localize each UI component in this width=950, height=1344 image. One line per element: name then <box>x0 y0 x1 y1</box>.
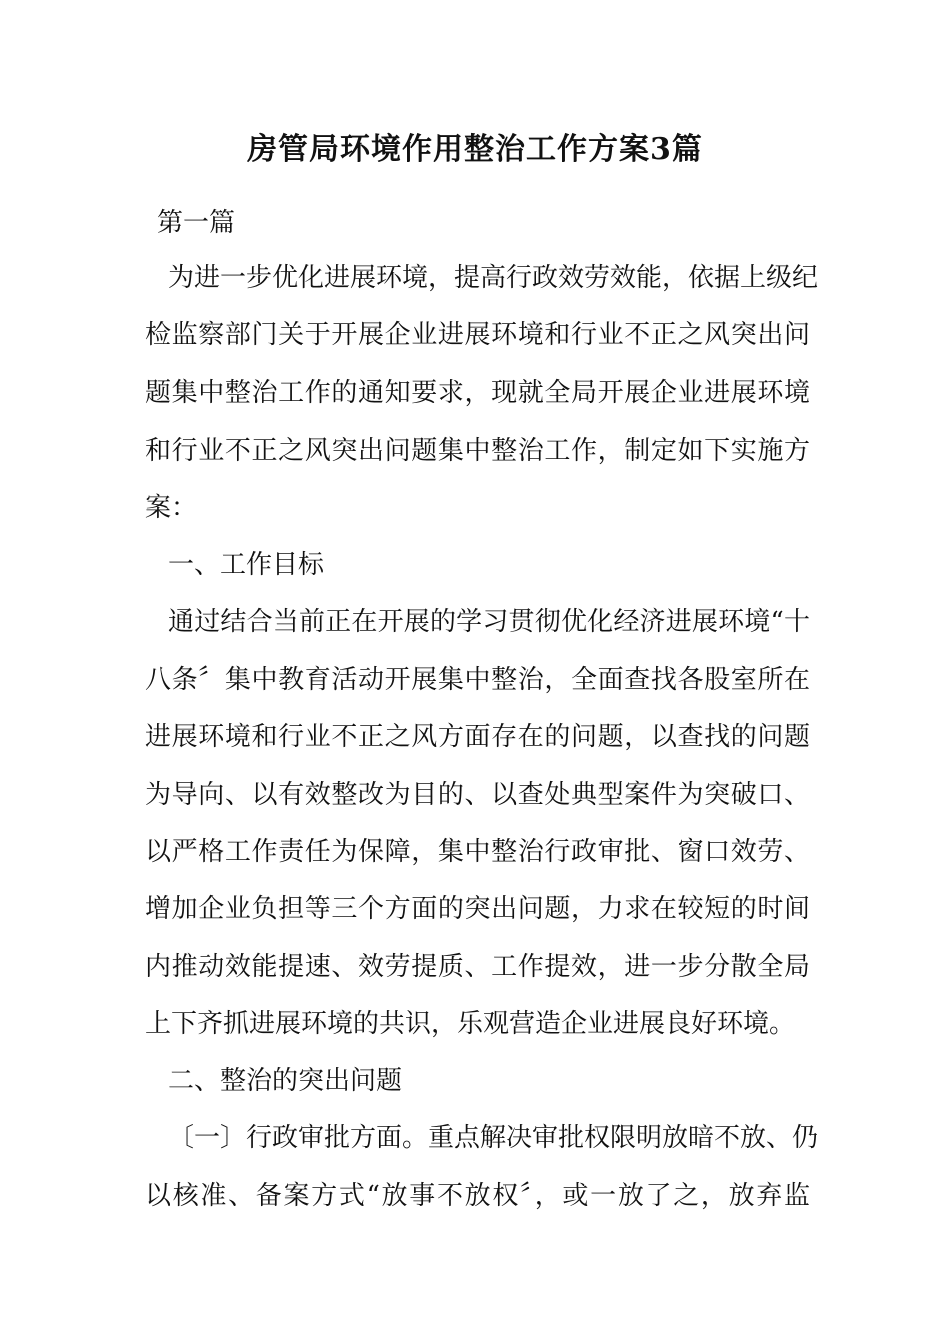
paragraph-line: 以严格工作责任为保障，集中整治行政审批、窗口效劳、 <box>145 837 810 867</box>
paragraph-line: 为进一步优化进展环境，提高行政效劳效能，依据上级纪 <box>168 263 819 293</box>
paragraph-line: 通过结合当前正在开展的学习贯彻优化经济进展环境“十 <box>168 607 810 637</box>
paragraph-line: 检监察部门关于开展企业进展环境和行业不正之风突出问 <box>145 320 810 350</box>
paragraph-line: 上下齐抓进展环境的共识，乐观营造企业进展良好环境。 <box>145 1009 796 1039</box>
paragraph-line: 八条〞集中教育活动开展集中整治，全面查找各股室所在 <box>145 665 810 695</box>
section-heading-work-goals: 一、工作目标 <box>168 550 325 580</box>
section-heading-part-one: 第一篇 <box>157 208 236 238</box>
paragraph-line: 为导向、以有效整改为目的、以查处典型案件为突破口、 <box>145 780 810 810</box>
paragraph-line: 〔一〕行政审批方面。重点解决审批权限明放暗不放、仍 <box>168 1123 819 1153</box>
paragraph-line: 进展环境和行业不正之风方面存在的问题，以查找的问题 <box>145 722 810 752</box>
paragraph-line: 和行业不正之风突出问题集中整治工作，制定如下实施方 <box>145 436 810 466</box>
paragraph-line: 内推动效能提速、效劳提质、工作提效，进一步分散全局 <box>145 952 810 982</box>
document-title: 房管局环境作用整治工作方案3篇 <box>247 132 703 167</box>
section-heading-problems: 二、整治的突出问题 <box>168 1066 403 1096</box>
paragraph-line: 以核准、备案方式“放事不放权〞，或一放了之，放弃监 <box>145 1181 810 1211</box>
paragraph-line: 案： <box>145 493 198 523</box>
paragraph-line: 增加企业负担等三个方面的突出问题，力求在较短的时间 <box>145 894 810 924</box>
paragraph-line: 题集中整治工作的通知要求，现就全局开展企业进展环境 <box>145 378 810 408</box>
